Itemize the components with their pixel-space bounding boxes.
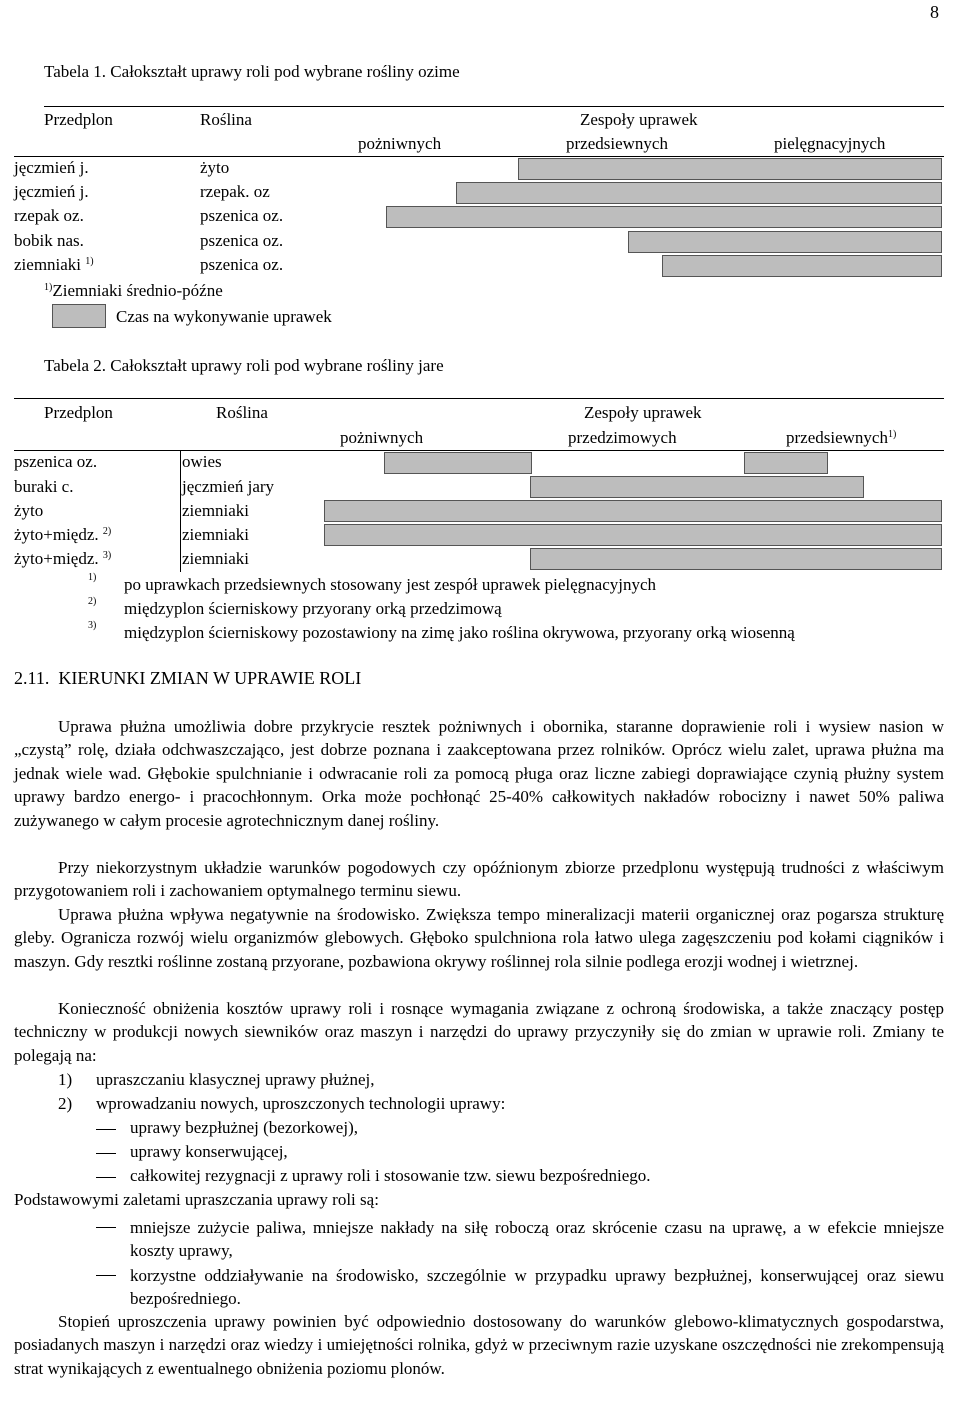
table2-row-roslina: ziemniaki [182,525,250,544]
paragraph: Uprawa płużna umożliwia dobre przykrycie resztek pożniwnych i obornika, staranne doprawienie roli i wysiew nasion w „czystą” rolę, działa odchwaszczająco, jest dobrze poznana i zaakceptowana przez rolników. Oprócz wielu zalet, uprawa płużna ma jednak wiele wad. Głębokie spulchnianie i odwracanie roli za pomocą pługa oraz liczne zabiegi doprawiające czynią płużny system uprawy bardzo energo- i pracochłonnym. Orka może pochłonąć 25-40% całkowitych nakładów robocizny i nawet 50% paliwa zużywanego w całym procesie agrotechnicznym danej rośliny. [14,717,944,830]
table2-header-rule [14,450,944,451]
table2-header-zespoly: Zespoły uprawek [584,403,702,422]
paragraph: Konieczność obniżenia kosztów uprawy roli i rosnące wymagania związane z ochroną środowiska, a także znaczący postęp techniczny w produkcji nowych siewników oraz maszyn i narzędzi do uprawy przyczyniły się do zmian w uprawie roli. Zmiany te polegają na: [14,999,944,1065]
sublist-item: uprawy konserwującej, [96,1140,288,1163]
footnote-mark: 1) [85,256,94,267]
table1-header-zespoly: Zespoły uprawek [580,110,698,129]
paragraph: Stopień uproszczenia uprawy powinien być odpowiednio dostosowany do warunków glebowo-klimatycznych gospodarstwa, posiadanych maszyn i narzędzi oraz wiedzy i umiejętności rolnika, gdyż w przeciwnym razie uzyskane oszczędności nie zrekompensują strat wynikających z ewentualnego obniżenia poziomu plonów. [14,1312,944,1378]
table1-row-przedplon: rzepak oz. [14,206,84,225]
table2-row-przedplon: buraki c. [14,477,74,496]
table2-top-rule [14,398,944,399]
dash-bullet-icon [96,1177,116,1178]
list-item: 1) upraszczaniu klasycznej uprawy płużnej, [58,1070,375,1089]
table2-bar [530,476,864,498]
advantage-item: mniejsze zużycie paliwa, mniejsze nakłady na siłę roboczą oraz skrócenie czasu na uprawę, a w efekcie mniejsze koszty uprawy, [96,1216,944,1263]
dash-bullet-icon [96,1227,116,1228]
table2-row-przedplon: pszenica oz. [14,452,98,471]
table1-sub-pielegnacyjnych: pielęgnacyjnych [774,134,886,153]
table2-bar [744,452,828,474]
table1-bar [662,255,942,277]
table1-header-roslina: Roślina [200,110,252,129]
table1-bar [628,231,942,253]
table1-bar [456,182,942,204]
table1-row-roslina: rzepak. oz [200,182,270,201]
table2-sub-przedzimowych: przedzimowych [568,428,677,447]
paragraph: Przy niekorzystnym układzie warunków pogodowych czy opóźnionym zbiorze przedplonu występują trudności z właściwym przygotowaniem roli i zachowaniem optymalnego terminu siewu. [14,858,944,901]
page-number: 8 [930,2,939,22]
table2-bar [384,452,532,474]
table2-row-roslina: ziemniaki [182,501,250,520]
table2-footnote-text: po uprawkach przedsiewnych stosowany jest zespół uprawek pielęgnacyjnych [124,575,657,594]
table2-row-przedplon: żyto [14,501,44,520]
table1-sub-pozniwnych: pożniwnych [358,134,442,153]
dash-bullet-icon [96,1129,116,1130]
table2-row-przedplon: żyto+międz. $^{2)}$ [14,525,112,544]
sublist-item: uprawy bezpłużnej (bezorkowej), [96,1116,358,1139]
dash-bullet-icon [96,1275,116,1276]
table1-row-roslina: pszenica oz. [200,231,284,250]
table2-footnote-mark: 3) [88,620,97,631]
table2-row-przedplon: żyto+międz. $^{3)}$ [14,549,112,568]
paragraph: Podstawowymi zaletami upraszczania uprawy roli są: [14,1190,379,1209]
table1-row-roslina: żyto [200,158,230,177]
section-heading: 2.11. KIERUNKI ZMIAN W UPRAWIE ROLI [14,668,362,688]
table2-bar [530,548,942,570]
table2-row-roslina: jęczmień jary [182,477,275,496]
table2-col-separator [180,450,181,572]
table1-footnote: $^{1)}$Ziemniaki średnio-późne [44,281,223,300]
table2-title: Tabela 2. Całokształt uprawy roli pod wybrane rośliny jare [44,356,444,375]
table1-row-roslina: pszenica oz. [200,255,284,274]
table1-sub-przedsiewnych: przedsiewnych [566,134,668,153]
table2-bar [324,524,942,546]
table1-row-przedplon: ziemniaki $^{1)}$ [14,255,94,274]
table2-header-przedplon: Przedplon [44,403,113,422]
table1-legend-text: Czas na wykonywanie uprawek [116,307,332,326]
table2-sub-przedsiewnych: przedsiewnych$^{1)}$ [786,428,897,447]
table2-footnote-mark: 1) [88,572,97,583]
table2-footnote-mark: 2) [88,596,97,607]
table1-header-rule [14,156,944,157]
table1-row-przedplon: jęczmień j. [14,158,89,177]
table1-row-roslina: pszenica oz. [200,206,284,225]
table1-row-przedplon: jęczmień j. [14,182,89,201]
table2-row-roslina: owies [182,452,222,471]
list-item: 2) wprowadzaniu nowych, uproszczonych technologii uprawy: [58,1094,506,1113]
table1-title: Tabela 1. Całokształt uprawy roli pod wybrane rośliny ozime [44,62,460,81]
table1-top-rule [44,106,944,107]
table2-footnote-text: międzyplon ścierniskowy przyorany orką przedzimową [124,599,502,618]
paragraph: Uprawa płużna wpływa negatywnie na środowisko. Zwiększa tempo mineralizacji materii organicznej oraz pogarsza strukturę gleby. Ogranicza rozwój wielu organizmów glebowych. Głęboko spulchniona rola łatwo ulega zagęszczeniu pod kołami ciągników i maszyn. Gdy resztki roślinne zostaną przyorane, pozbawiona okrywy roślinnej rola silnie podlega erozji wodnej i wietrznej. [14,905,944,971]
table2-bar [324,500,942,522]
table2-header-roslina: Roślina [216,403,268,422]
dash-bullet-icon [96,1153,116,1154]
table2-row-roslina: ziemniaki [182,549,250,568]
table2-footnote-text: międzyplon ścierniskowy pozostawiony na zimę jako roślina okrywowa, przyorany orką wiosenną [124,623,795,642]
table1-bar [518,158,942,180]
sublist-item: całkowitej rezygnacji z uprawy roli i stosowanie tzw. siewu bezpośredniego. [96,1164,651,1187]
legend-swatch [52,304,106,328]
table1-bar [386,206,942,228]
table1-row-przedplon: bobik nas. [14,231,84,250]
table1-header-przedplon: Przedplon [44,110,113,129]
advantage-item: korzystne oddziaływanie na środowisko, szczególnie w przypadku uprawy bezpłużnej, konserwującej oraz siewu bezpośredniego. [96,1264,944,1311]
table2-sub-pozniwnych: pożniwnych [340,428,424,447]
